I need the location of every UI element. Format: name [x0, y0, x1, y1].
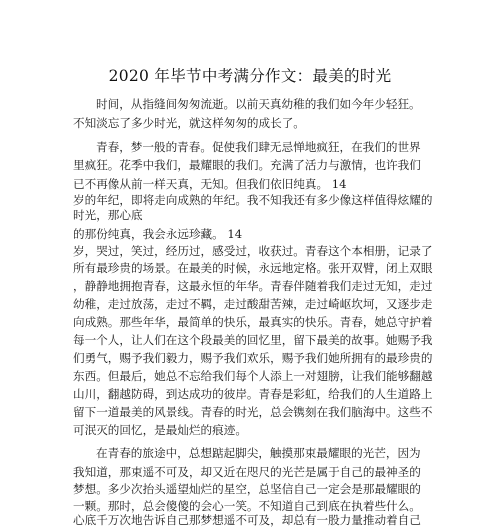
paragraph-line: 已不再像从前一样天真，无知。但我们依旧纯真。 14	[73, 177, 347, 191]
paragraph-line: 时间，从指缝间匆匆流逝。以前天真幼稚的我们如今年少轻狂。	[96, 97, 421, 111]
paragraph-line: 所有最珍贵的场景。在最美的时候，永远地定格。张开双臂，闭上双眼	[73, 261, 433, 275]
paragraph-line: 每一个人，让人们在这个段最美的回忆里，留下最美的故事。她赐予我	[73, 333, 433, 347]
document-title: 2020 年毕节中考满分作文：最美的时光	[108, 67, 392, 85]
paragraph-line: 山川，翻越防碍，到达成功的彼岸。青春是彩虹，给我们的人生道路上	[73, 387, 433, 401]
paragraph-line: 岁的年纪，即将走向成熟的年纪。我不知我还有多少像这样值得炫耀的	[73, 193, 433, 207]
paragraph-line: 时光，那心底	[73, 208, 143, 222]
paragraph-line: 在青春的旅途中，总想踮起脚尖，触摸那束最耀眼的光芒，因为	[96, 446, 421, 460]
paragraph-line: 岁，哭过，笑过，经历过，感受过，收获过。青春这个本相册，记录了	[73, 244, 433, 258]
paragraph-line: 不知淡忘了多少时光，就这样匆匆的成长了。	[73, 116, 305, 130]
paragraph-line: 们勇气，赐予我们毅力，赐予我们欢乐，赐予我们她所拥有的最珍贵的	[73, 351, 433, 365]
paragraph-line: 里疯狂。花季中我们，最耀眼的我们。充满了活力与激情，也许我们	[73, 158, 421, 172]
paragraph-line: 我知道，那束遥不可及，却又近在咫尺的光芒是属于自己的最神圣的	[73, 465, 421, 479]
paragraph-line: 一颗。那时，总会傻傻的会心一笑。不知道自己到底在执着些什么。	[73, 499, 421, 513]
paragraph-line: ，静静地拥抱青春，这最永恒的年华。青春伴随着我们走过无知，走过	[73, 279, 433, 293]
paragraph-line: 的那份纯真，我会永远珍藏。 14	[73, 227, 243, 241]
paragraph-line: 向成熟。那些年华，最简单的快乐，最真实的快乐。青春，她总守护着	[73, 315, 433, 329]
paragraph-line: 梦想。多少次抬头遥望灿烂的星空，总坚信自己一定会是那最耀眼的	[73, 482, 421, 496]
paragraph-line: 可泯灭的回忆，是最灿烂的痕迹。	[73, 423, 247, 437]
paragraph-line: 东西。但最后，她总不忘给我们每个人添上一对翅膀，让我们能够翻越	[73, 369, 433, 383]
paragraph-line: 幼稚，走过放荡，走过不羁，走过酸甜苦辣，走过崎岖坎坷，又逐步走	[73, 297, 433, 311]
paragraph-line: 留下一道最美的风景线。青春的时光，总会镌刻在我们脑海中。这些不	[73, 405, 433, 419]
paragraph-line: 青春，梦一般的青春。促使我们肆无忌惮地疯狂，在我们的世界	[96, 140, 421, 154]
paragraph-line: 心底千万次地告诉自己那梦想遥不可及，却总有一股力量推动着自己	[73, 513, 421, 527]
